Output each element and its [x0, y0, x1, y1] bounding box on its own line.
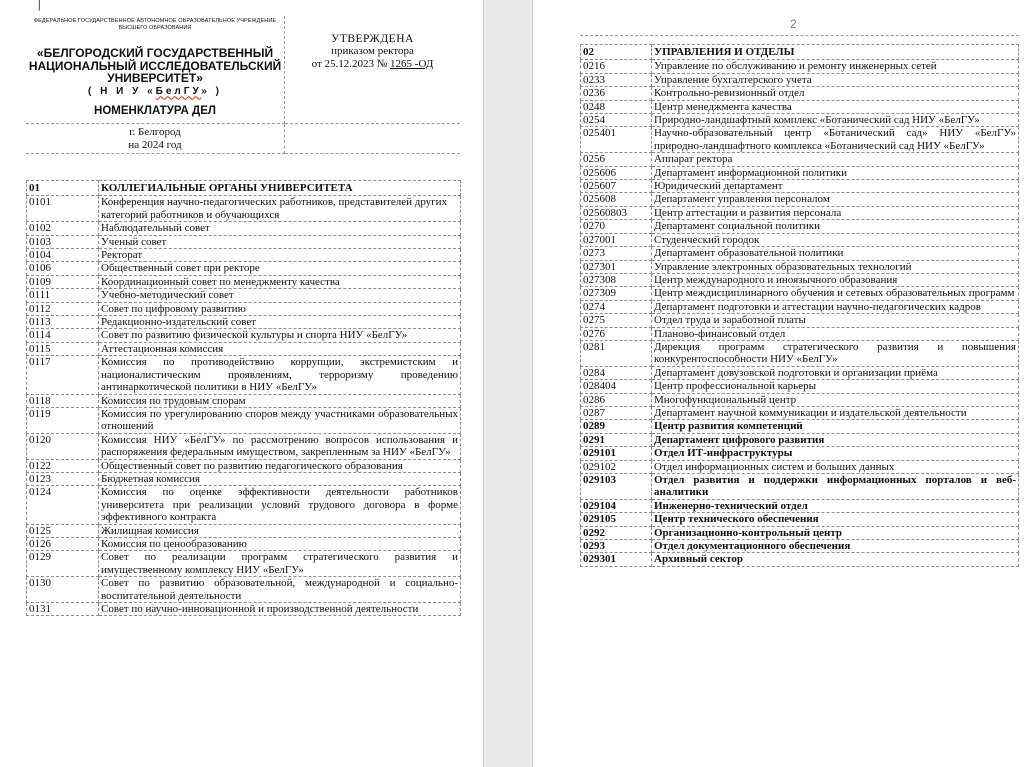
- case-title: Совет по научно-инновационной и производственной деятельности: [99, 603, 461, 616]
- case-title: Комиссия по противодействию коррупции, экстремистским и националистическим проявлениям, терроризму проведению антинаркотической политики в НИУ «БелГУ»: [99, 356, 461, 394]
- table-row: [581, 499, 1019, 512]
- table-row: [581, 433, 1019, 446]
- case-title: Управление по обслуживанию и ремонту инженерных сетей: [652, 60, 1019, 73]
- case-title: Юридический департамент: [652, 180, 1019, 193]
- table-row: [581, 513, 1019, 526]
- table-row: [581, 60, 1019, 73]
- case-code: 029104: [581, 499, 652, 512]
- case-title: Департамент социальной политики: [652, 220, 1019, 233]
- case-code: 0276: [581, 327, 652, 340]
- case-title: Ректорат: [99, 249, 461, 262]
- case-code: 0122: [27, 459, 99, 472]
- table-row: [27, 196, 461, 222]
- table-row: [581, 87, 1019, 100]
- table-row: [581, 380, 1019, 393]
- case-title: Жилищная комиссия: [99, 524, 461, 537]
- case-title: Конференция научно-педагогических работников, представителей других категорий работников и обучающихся: [99, 196, 461, 222]
- table-row: [581, 114, 1019, 127]
- table-row: [581, 247, 1019, 260]
- case-code: 0117: [27, 356, 99, 394]
- table-row: [27, 356, 461, 394]
- table-row: [581, 340, 1019, 366]
- approval-title: УТВЕРЖДЕНА: [331, 33, 414, 45]
- table-row: [581, 447, 1019, 460]
- case-code: 028404: [581, 380, 652, 393]
- approval-order: [285, 58, 460, 71]
- case-code: 0248: [581, 100, 652, 113]
- nomenclature-year: на 2024 год: [128, 139, 182, 151]
- case-code: 0126: [27, 537, 99, 550]
- case-code: 025608: [581, 193, 652, 206]
- case-title: Управление электронных образовательных технологий: [652, 260, 1019, 273]
- section-title: УПРАВЛЕНИЯ И ОТДЕЛЫ: [652, 45, 1019, 60]
- city: г. Белгород: [129, 126, 181, 138]
- case-code: 0256: [581, 153, 652, 166]
- case-title: Учебно-методический совет: [99, 289, 461, 302]
- section-code: 01: [27, 181, 99, 196]
- table-row: [581, 127, 1019, 153]
- case-code: 0115: [27, 342, 99, 355]
- case-code: 0289: [581, 420, 652, 433]
- case-code: 029105: [581, 513, 652, 526]
- abbreviation-name: БелГУ: [155, 85, 202, 97]
- case-title: Комиссия по трудовым спорам: [99, 394, 461, 407]
- table-row: [27, 289, 461, 302]
- case-code: 029103: [581, 474, 652, 500]
- case-code: 0106: [27, 262, 99, 275]
- case-title: Редакционно-издательский совет: [99, 316, 461, 329]
- table-row: [581, 300, 1019, 313]
- table-row: [27, 329, 461, 342]
- case-code: 0112: [27, 302, 99, 315]
- case-code: 0284: [581, 366, 652, 379]
- table-row: [27, 486, 461, 524]
- case-code: 0130: [27, 577, 99, 603]
- case-code: 0281: [581, 340, 652, 366]
- case-title: Департамент довузовской подготовки и организации приёма: [652, 366, 1019, 379]
- case-title: Совет по цифровому развитию: [99, 302, 461, 315]
- case-title: Общественный совет по развитию педагогического образования: [99, 459, 461, 472]
- case-title: Аттестационная комиссия: [99, 342, 461, 355]
- case-code: 02560803: [581, 206, 652, 219]
- table-row: [27, 249, 461, 262]
- case-title: Комиссия по урегулированию споров между участниками образовательных отношений: [99, 407, 461, 433]
- case-code: 0111: [27, 289, 99, 302]
- case-title: Студенческий городок: [652, 233, 1019, 246]
- case-title: Планово-финансовый отдел: [652, 327, 1019, 340]
- case-title: Отдел документационного обеспечения: [652, 540, 1019, 553]
- case-code: 0293: [581, 540, 652, 553]
- abbreviation-suffix: » ): [201, 85, 222, 97]
- section-code: 02: [581, 45, 652, 60]
- approval-authority: приказом ректора: [331, 45, 414, 57]
- case-title: Бюджетная комиссия: [99, 472, 461, 485]
- case-code: 0131: [27, 603, 99, 616]
- university-abbreviation: [26, 86, 284, 97]
- case-title: Ученый совет: [99, 235, 461, 248]
- table-row: [581, 153, 1019, 166]
- case-title: Комиссия по ценообразованию: [99, 537, 461, 550]
- case-title: Центр аттестации и развития персонала: [652, 206, 1019, 219]
- table-row: [27, 524, 461, 537]
- case-code: 029101: [581, 447, 652, 460]
- table-row: [27, 394, 461, 407]
- case-code: 0104: [27, 249, 99, 262]
- page-number: 2: [790, 17, 797, 31]
- case-code: 025607: [581, 180, 652, 193]
- case-code: 0286: [581, 393, 652, 406]
- ministry-caption: ФЕДЕРАЛЬНОЕ ГОСУДАРСТВЕННОЕ АВТОНОМНОЕ ОБРАЗОВАТЕЛЬНОЕ УЧРЕЖДЕНИЕ ВЫСШЕГО ОБРАЗОВАНИЯ: [33, 18, 277, 31]
- case-code: 029301: [581, 553, 652, 566]
- table-row: [27, 302, 461, 315]
- case-title: Общественный совет при ректоре: [99, 262, 461, 275]
- case-code: 0129: [27, 551, 99, 577]
- table-row: [581, 100, 1019, 113]
- case-code: 0120: [27, 433, 99, 459]
- case-code: 0124: [27, 486, 99, 524]
- place-and-year: [26, 124, 285, 154]
- case-title: Наблюдательный совет: [99, 222, 461, 235]
- case-code: 0113: [27, 316, 99, 329]
- case-title: Центр развития компетенций: [652, 420, 1019, 433]
- table-row: [27, 459, 461, 472]
- case-title: Департамент информационной политики: [652, 166, 1019, 179]
- table-row: [581, 273, 1019, 286]
- case-title: Совет по развитию физической культуры и спорта НИУ «БелГУ»: [99, 329, 461, 342]
- case-code: 0275: [581, 314, 652, 327]
- case-title: Многофункциональный центр: [652, 393, 1019, 406]
- case-title: Центр профессиональной карьеры: [652, 380, 1019, 393]
- table-row: [581, 180, 1019, 193]
- table-row: [27, 342, 461, 355]
- case-code: 0101: [27, 196, 99, 222]
- case-code: 0125: [27, 524, 99, 537]
- university-name-line: НАЦИОНАЛЬНЫЙ ИССЛЕДОВАТЕЛЬСКИЙ: [28, 58, 282, 73]
- university-name-line: «БЕЛГОРОДСКИЙ ГОСУДАРСТВЕННЫЙ: [36, 46, 274, 60]
- case-title: Комиссия НИУ «БелГУ» по рассмотрению вопросов использования и распоряжения федеральным имуществом, закрепленным за НИУ «БелГУ»: [99, 433, 461, 459]
- section-heading-row: [581, 45, 1019, 60]
- case-code: 0291: [581, 433, 652, 446]
- table-row: [27, 235, 461, 248]
- case-title: Управление бухгалтерского учета: [652, 73, 1019, 86]
- table-row: [581, 73, 1019, 86]
- case-code: 027308: [581, 273, 652, 286]
- table-row: [581, 206, 1019, 219]
- case-code: 027301: [581, 260, 652, 273]
- approval-date: от 25.12.2023 №: [311, 58, 388, 70]
- case-code: 0274: [581, 300, 652, 313]
- table-row: [581, 287, 1019, 300]
- document-title: НОМЕНКЛАТУРА ДЕЛ: [94, 104, 216, 117]
- case-title: Департамент научной коммуникации и издательской деятельности: [652, 406, 1019, 419]
- approval-block: [285, 16, 460, 124]
- case-title: Совет по развитию образовательной, международной и социально-воспитательной деятельности: [99, 577, 461, 603]
- case-title: Департамент цифрового развития: [652, 433, 1019, 446]
- table-row: [27, 222, 461, 235]
- case-title: Отдел развития и поддержки информационных порталов и веб-аналитики: [652, 474, 1019, 500]
- table-row: [581, 540, 1019, 553]
- case-code: 0123: [27, 472, 99, 485]
- case-title: Аппарат ректора: [652, 153, 1019, 166]
- text-cursor: |: [36, 0, 43, 12]
- case-title: Центр международного и иноязычного образования: [652, 273, 1019, 286]
- table-row: [581, 526, 1019, 539]
- page-gap: [483, 0, 533, 767]
- case-code: 0119: [27, 407, 99, 433]
- case-title: Организационно-контрольный центр: [652, 526, 1019, 539]
- case-code: 0270: [581, 220, 652, 233]
- case-title: Природно-ландшафтный комплекс «Ботанический сад НИУ «БелГУ»: [652, 114, 1019, 127]
- case-code: 0118: [27, 394, 99, 407]
- case-code: 0287: [581, 406, 652, 419]
- organization-header: [26, 16, 285, 124]
- table-row: [581, 220, 1019, 233]
- table-row: [581, 474, 1019, 500]
- document-page-1: [0, 0, 483, 767]
- table-row: [27, 472, 461, 485]
- header-empty-cell: [285, 124, 460, 154]
- table-row: [581, 314, 1019, 327]
- case-code: 0292: [581, 526, 652, 539]
- table-row: [27, 433, 461, 459]
- table-row: [581, 166, 1019, 179]
- table-row: [581, 553, 1019, 566]
- table-row: [581, 193, 1019, 206]
- case-code: 0103: [27, 235, 99, 248]
- table-row: [27, 603, 461, 616]
- case-title: Отдел информационных систем и больших данных: [652, 460, 1019, 473]
- university-name: [26, 47, 284, 85]
- nomenclature-table-departments: [580, 44, 1019, 567]
- case-title: Комиссия по оценке эффективности деятельности работников университета при реализации условий трудового договора в форме эффективного контракта: [99, 486, 461, 524]
- case-title: Отдел труда и заработной платы: [652, 314, 1019, 327]
- table-row: [581, 327, 1019, 340]
- case-title: Координационный совет по менеджменту качества: [99, 275, 461, 288]
- table-row: [581, 406, 1019, 419]
- case-title: Департамент управления персоналом: [652, 193, 1019, 206]
- table-row: [581, 366, 1019, 379]
- table-row: [27, 537, 461, 550]
- case-code: 0273: [581, 247, 652, 260]
- table-row: [581, 260, 1019, 273]
- case-code: 0236: [581, 87, 652, 100]
- table-row: [581, 233, 1019, 246]
- case-code: 0114: [27, 329, 99, 342]
- case-code: 0216: [581, 60, 652, 73]
- case-code: 025606: [581, 166, 652, 179]
- case-code: 0254: [581, 114, 652, 127]
- case-title: Центр менеджмента качества: [652, 100, 1019, 113]
- case-title: Департамент подготовки и аттестации научно-педагогических кадров: [652, 300, 1019, 313]
- case-title: Департамент образовательной политики: [652, 247, 1019, 260]
- case-code: 027309: [581, 287, 652, 300]
- case-code: 0109: [27, 275, 99, 288]
- abbreviation-prefix: ( Н И У «: [88, 85, 156, 97]
- case-title: Центр технического обеспечения: [652, 513, 1019, 526]
- approval-number: 1265 -ОД: [390, 58, 434, 70]
- table-row: [27, 551, 461, 577]
- table-row: [581, 393, 1019, 406]
- table-row: [27, 275, 461, 288]
- case-title: Совет по реализации программ стратегического развития и имущественному комплексу НИУ «БелГУ»: [99, 551, 461, 577]
- case-code: 0102: [27, 222, 99, 235]
- table-row: [27, 262, 461, 275]
- university-name-line: УНИВЕРСИТЕТ»: [107, 71, 203, 85]
- table-row: [581, 460, 1019, 473]
- case-title: Научно-образовательный центр «Ботанический сад» НИУ «БелГУ» природно-ландшафтного комплекса «Ботанический сад НИУ «БелГУ»: [652, 127, 1019, 153]
- table-row: [27, 577, 461, 603]
- case-code: 027001: [581, 233, 652, 246]
- table-row: [581, 420, 1019, 433]
- case-code: 0233: [581, 73, 652, 86]
- case-title: Архивный сектор: [652, 553, 1019, 566]
- table-row: [27, 407, 461, 433]
- case-code: 025401: [581, 127, 652, 153]
- case-title: Центр междисциплинарного обучения и сетевых образовательных программ: [652, 287, 1019, 300]
- case-code: 029102: [581, 460, 652, 473]
- case-title: Инженерно-технический отдел: [652, 499, 1019, 512]
- nomenclature-table-colleagial-bodies: [26, 180, 461, 616]
- section-title: КОЛЛЕГИАЛЬНЫЕ ОРГАНЫ УНИВЕРСИТЕТА: [99, 181, 461, 196]
- section-heading-row: [27, 181, 461, 196]
- page-header-divider: [580, 35, 1019, 36]
- case-title: Отдел ИТ-инфраструктуры: [652, 447, 1019, 460]
- case-title: Дирекция программ стратегического развития и повышения конкурентоспособности НИУ «БелГУ»: [652, 340, 1019, 366]
- table-row: [27, 316, 461, 329]
- case-title: Контрольно-ревизионный отдел: [652, 87, 1019, 100]
